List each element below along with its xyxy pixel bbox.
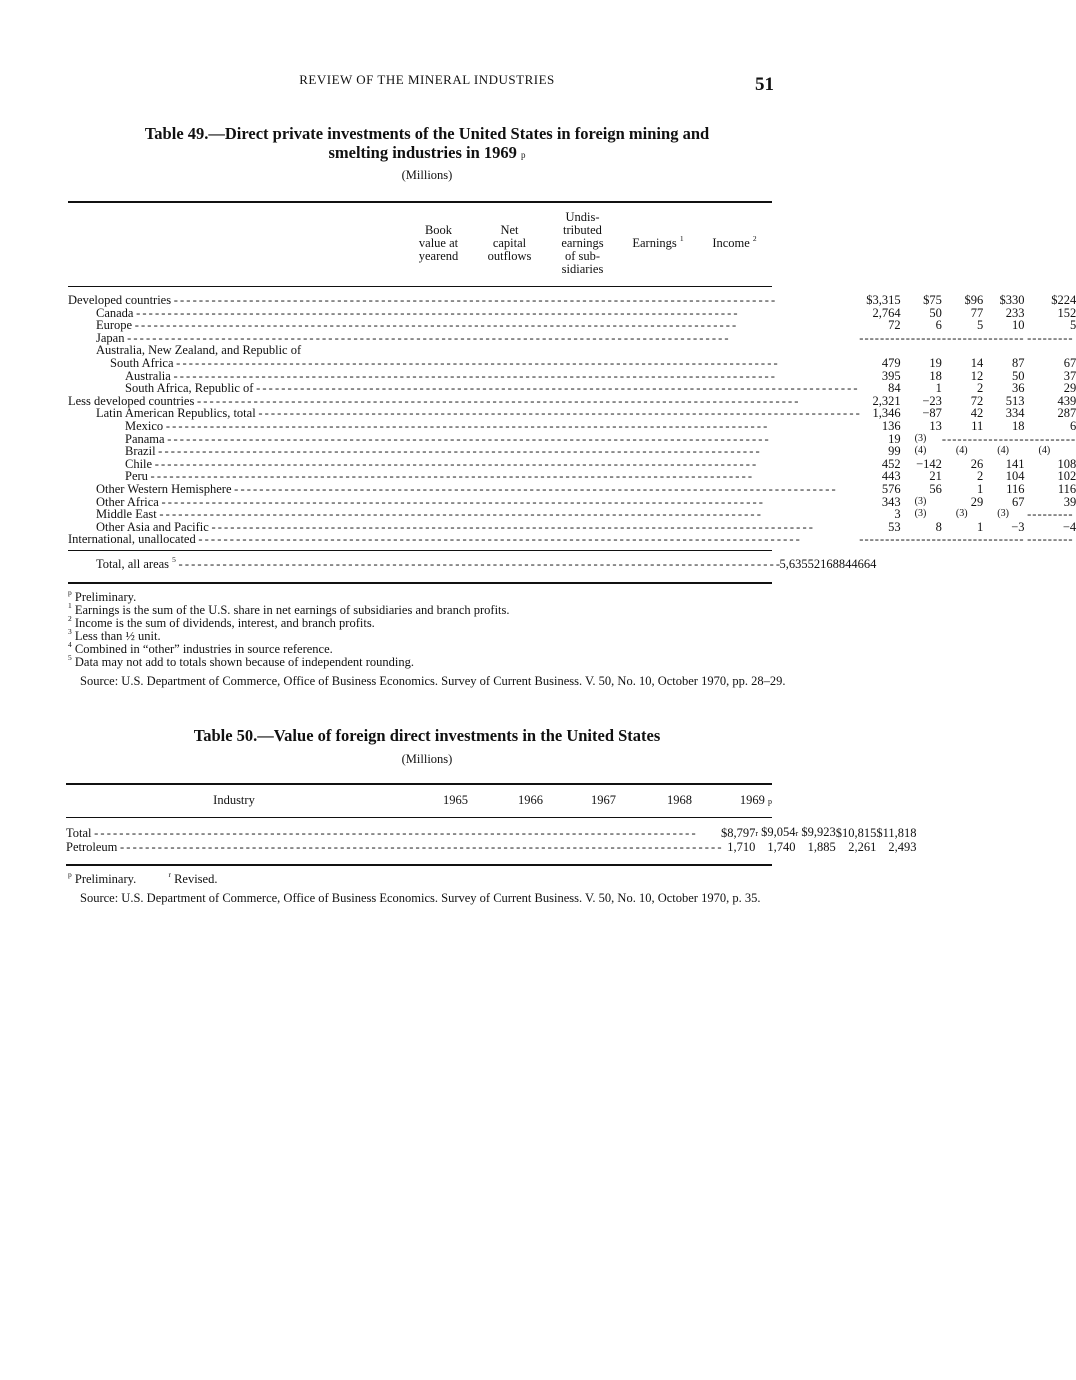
table50-header <box>66 793 772 808</box>
total-label: Total, all areas $^5$ - - - <box>68 558 780 571</box>
cell-earnings: 10 <box>1012 318 1025 333</box>
table49-header-rule <box>68 286 772 287</box>
footnote-2: $^2$ Income is the sum of dividends, interest, and branch profits. <box>68 614 375 630</box>
t50-col-1969: 1969 p <box>739 793 772 807</box>
cell-value: $11,818 <box>876 826 917 840</box>
cell-net: 56 <box>929 481 942 496</box>
col-earnings: Earnings $^1$ <box>632 234 684 250</box>
cell-1965 <box>721 841 755 854</box>
cell-earnings: $330 <box>999 293 1025 307</box>
cell-book: 72 <box>888 318 901 333</box>
table49-title-line2: smelting industries in 1969 p <box>328 143 526 162</box>
cell-income: --------- <box>1027 330 1074 345</box>
cell-income: 29 <box>1063 381 1076 396</box>
cell-1969 <box>876 826 916 841</box>
table50-marks-legend: $^p$ Preliminary. $^r$ Revised. <box>68 870 218 886</box>
cell-net: 19 <box>929 355 942 370</box>
cell-book: $3,315 <box>866 293 901 307</box>
cell-income: (4) <box>1038 445 1051 457</box>
cell-earnings: 50 <box>1012 368 1025 383</box>
row-label: Middle East - - - <box>68 508 859 521</box>
table49-units: (Millions) <box>401 168 453 182</box>
cell-book: 343 <box>881 494 901 509</box>
cell-undis: (3) <box>955 508 968 520</box>
cell-net: (3) <box>914 432 927 444</box>
cell-undis: 77 <box>970 305 984 320</box>
table49-body <box>68 294 1076 546</box>
row-label: Other Western Hemisphere - - - <box>68 483 859 496</box>
cell-1965 <box>721 826 755 841</box>
footnote-p: $^p$ Preliminary. <box>68 588 137 604</box>
row-label: South Africa, Republic of - - - <box>68 382 859 395</box>
cell-earnings: 18 <box>1012 418 1025 433</box>
t50-col-1967: 1967 <box>591 793 616 807</box>
table49-total-rule <box>68 550 772 551</box>
total-net: 52 <box>807 557 821 571</box>
cell-undis: 42 <box>970 406 984 421</box>
table49-source: Source: U.S. Department of Commerce, Office of Business Economics. Survey of Current Business. V. 50, No. 10, October 1970, pp. 28–29. <box>80 674 786 688</box>
row-label: Panama - - - <box>68 433 859 446</box>
cell-income: --------- <box>1027 507 1074 522</box>
cell-1966 <box>755 841 795 854</box>
cell-income: 5 <box>1069 318 1076 333</box>
row-label: Brazil - - - <box>68 445 859 458</box>
cell-book: 479 <box>881 355 901 370</box>
cell-net: 6 <box>935 318 942 333</box>
cell-1967 <box>796 826 836 841</box>
table50-units: (Millions) <box>401 752 453 766</box>
table50-source: Source: U.S. Department of Commerce, Office of Business Economics. Survey of Current Business. V. 50, No. 10, October 1970, p. 35. <box>80 891 761 905</box>
cell-1966 <box>755 826 795 841</box>
row-label: South Africa - - - <box>68 357 859 370</box>
cell-value: 1,885 <box>807 839 836 854</box>
row-label: Developed countries - - - <box>68 294 859 307</box>
t50-col-1966: 1966 <box>518 793 543 807</box>
cell-book: 84 <box>888 381 901 396</box>
table49-total <box>68 555 877 571</box>
table-row <box>66 841 917 854</box>
cell-net: 1 <box>935 381 942 396</box>
col-undistributed: Undis- tributed earnings of sub- sidiaries <box>561 210 604 276</box>
cell-value: $8,797 <box>721 826 756 840</box>
revised-mark: r <box>795 829 799 838</box>
table-row <box>68 382 1076 395</box>
table-row <box>68 420 1076 433</box>
table49-top-rule <box>68 201 772 203</box>
cell-income: 287 <box>1057 406 1076 421</box>
table50-top-rule <box>66 783 772 785</box>
cell-income: $224 <box>1051 293 1076 307</box>
row-label: Petroleum - - - <box>66 841 721 854</box>
cell-net: -------- <box>900 330 942 345</box>
row-label: Total - - - <box>66 826 721 841</box>
cell-undis: -------- <box>941 532 984 547</box>
running-head: REVIEW OF THE MINERAL INDUSTRIES <box>299 72 555 87</box>
row-label: International, unallocated - - - <box>68 533 859 546</box>
cell-undis: 72 <box>970 393 984 408</box>
revised-mark: r <box>755 829 759 838</box>
page-number: 51 <box>755 74 774 95</box>
cell-earnings: −3 <box>1011 519 1025 534</box>
footnote-4: $^4$ Combined in “other” industries in source reference. <box>68 640 333 656</box>
cell-net: 18 <box>929 368 942 383</box>
table49-title-line1: Table 49.—Direct private investments of the United States in foreign mining and <box>144 124 710 143</box>
row-label: Australia - - - <box>68 370 859 383</box>
cell-value: 1,740 <box>767 839 796 854</box>
cell-earnings: 141 <box>1005 456 1025 471</box>
t50-col-1968: 1968 <box>667 793 692 807</box>
cell-value: $9,923 <box>801 825 836 839</box>
cell-net: 21 <box>929 469 942 484</box>
row-label: Chile - - - <box>68 458 859 471</box>
total-book: 5,635 <box>779 557 808 571</box>
cell-net: −87 <box>922 406 942 421</box>
cell-undis: 11 <box>971 418 984 433</box>
footnote-5: $^5$ Data may not add to totals shown because of independent rounding. <box>68 653 415 669</box>
cell-undis: -------- <box>941 330 984 345</box>
table-row <box>68 445 1076 458</box>
row-label: Europe - - - <box>68 319 859 332</box>
cell-undis: 1 <box>976 519 984 534</box>
cell-income: 39 <box>1063 494 1076 509</box>
cell-net: (3) <box>914 508 927 520</box>
cell-value: 1,710 <box>727 839 756 854</box>
cell-1969 <box>876 841 916 854</box>
cell-undis: $96 <box>964 293 984 307</box>
row-label: Peru - - - <box>68 470 859 483</box>
col-net-capital: Net capital outflows <box>487 223 532 263</box>
cell-undis: 14 <box>970 355 984 370</box>
t50-col-1965: 1965 <box>443 793 468 807</box>
cell-book: 3 <box>894 507 901 522</box>
cell-1967 <box>796 841 836 854</box>
cell-earnings: -------- <box>983 330 1025 345</box>
table-row <box>68 483 1076 496</box>
cell-book: 395 <box>881 368 901 383</box>
table50-bottom-rule <box>66 864 772 866</box>
cell-undis: -------- <box>941 431 984 446</box>
cell-book: 443 <box>881 469 901 484</box>
cell-earnings: -------- <box>983 431 1025 446</box>
cell-undis: 1 <box>976 481 984 496</box>
cell-undis: 29 <box>970 494 984 509</box>
table49-bottom-rule <box>68 582 772 584</box>
cell-net: 8 <box>935 519 942 534</box>
row-label: Canada - - - <box>68 307 859 320</box>
cell-earnings: 116 <box>1006 481 1025 496</box>
preliminary-mark: p <box>521 150 526 160</box>
row-label: Japan - - - <box>68 332 859 345</box>
col-income: Income $^2$ <box>712 234 757 250</box>
row-label: Other Asia and Pacific - - - <box>68 521 859 534</box>
cell-book: 53 <box>888 519 901 534</box>
cell-net: 50 <box>929 305 942 320</box>
cell-income: 108 <box>1057 456 1076 471</box>
cell-book: 2,321 <box>872 393 901 408</box>
total-row <box>68 558 876 571</box>
row-label: Australia, New Zealand, and Republic of <box>96 343 302 358</box>
cell-earnings: 334 <box>1005 406 1025 421</box>
cell-earnings: 36 <box>1012 381 1025 396</box>
col-book-value: Book value at yearend <box>418 223 459 263</box>
total-income: 664 <box>857 557 877 571</box>
cell-income: ---------- <box>1024 431 1076 446</box>
cell-value: 2,261 <box>848 839 877 854</box>
table50-body <box>66 826 917 853</box>
t50-col-industry: Industry <box>213 793 255 807</box>
cell-income: 439 <box>1057 393 1076 408</box>
cell-undis: 2 <box>976 381 984 396</box>
cell-earnings: 67 <box>1012 494 1025 509</box>
cell-value: $9,054 <box>761 825 796 839</box>
cell-net: −142 <box>916 456 942 471</box>
cell-income: 116 <box>1057 481 1076 496</box>
table49-footnotes <box>68 588 788 688</box>
cell-income: --------- <box>1027 532 1074 547</box>
cell-net: -------- <box>900 532 942 547</box>
cell-earnings: (3) <box>997 508 1009 520</box>
cell-1968 <box>836 841 877 854</box>
cell-income: −4 <box>1062 519 1076 534</box>
cell-earnings: 104 <box>1005 469 1025 484</box>
table-row <box>68 533 1076 546</box>
row-label: Other Africa - - - <box>68 496 859 509</box>
cell-book: 19 <box>888 431 901 446</box>
cell-earnings: -------- <box>983 532 1025 547</box>
cell-net: −23 <box>922 393 942 408</box>
cell-net: (4) <box>914 445 927 457</box>
cell-book: 1,346 <box>872 406 901 421</box>
cell-book: -------- <box>859 532 901 547</box>
cell-undis: 5 <box>976 318 984 333</box>
table-row <box>68 357 1076 370</box>
cell-income: 67 <box>1063 355 1076 370</box>
header-stub <box>68 205 404 283</box>
row-label: Latin American Republics, total - - - <box>68 407 859 420</box>
cell-1968 <box>836 826 877 841</box>
cell-earnings: 513 <box>1005 393 1025 408</box>
cell-income: 37 <box>1063 368 1076 383</box>
table50-title: Table 50.—Value of foreign direct investments in the United States <box>193 726 661 745</box>
cell-undis: (4) <box>955 445 968 457</box>
cell-book: 576 <box>881 481 901 496</box>
footnote-1: $^1$ Earnings is the sum of the U.S. share in net earnings of subsidiaries and branch profits. <box>68 601 510 617</box>
table-row <box>68 294 1076 307</box>
cell-income: 6 <box>1069 418 1076 433</box>
cell-undis: 26 <box>970 456 984 471</box>
cell-book: 99 <box>888 444 901 459</box>
table50-header-rule <box>66 817 772 818</box>
cell-value: $10,815 <box>835 826 877 840</box>
table49-header <box>68 205 772 283</box>
cell-undis: 2 <box>976 469 984 484</box>
cell-earnings: 87 <box>1012 355 1025 370</box>
table-row <box>66 826 917 841</box>
cell-value: 2,493 <box>888 839 917 854</box>
total-earnings: 844 <box>838 557 858 571</box>
cell-book: -------- <box>859 330 901 345</box>
table-row <box>68 319 1076 332</box>
total-undis: 168 <box>820 557 839 571</box>
cell-earnings: 233 <box>1005 305 1025 320</box>
cell-book: 2,764 <box>872 305 901 320</box>
cell-income: 102 <box>1057 469 1076 484</box>
row-label: Less developed countries - - - <box>68 395 859 408</box>
cell-book: 452 <box>881 456 901 471</box>
table-row <box>68 508 1076 521</box>
cell-net: 13 <box>929 418 942 433</box>
cell-book: 136 <box>881 418 901 433</box>
cell-earnings: (4) <box>997 445 1009 457</box>
cell-net: $75 <box>923 293 942 307</box>
row-label: Mexico - - - <box>68 420 859 433</box>
footnote-3: $^3$ Less than ½ unit. <box>68 627 161 643</box>
cell-undis: 12 <box>970 368 984 383</box>
cell-net: (3) <box>914 495 927 507</box>
table49-title <box>60 124 794 165</box>
table50-notes <box>68 870 788 905</box>
cell-income: 152 <box>1057 305 1076 320</box>
